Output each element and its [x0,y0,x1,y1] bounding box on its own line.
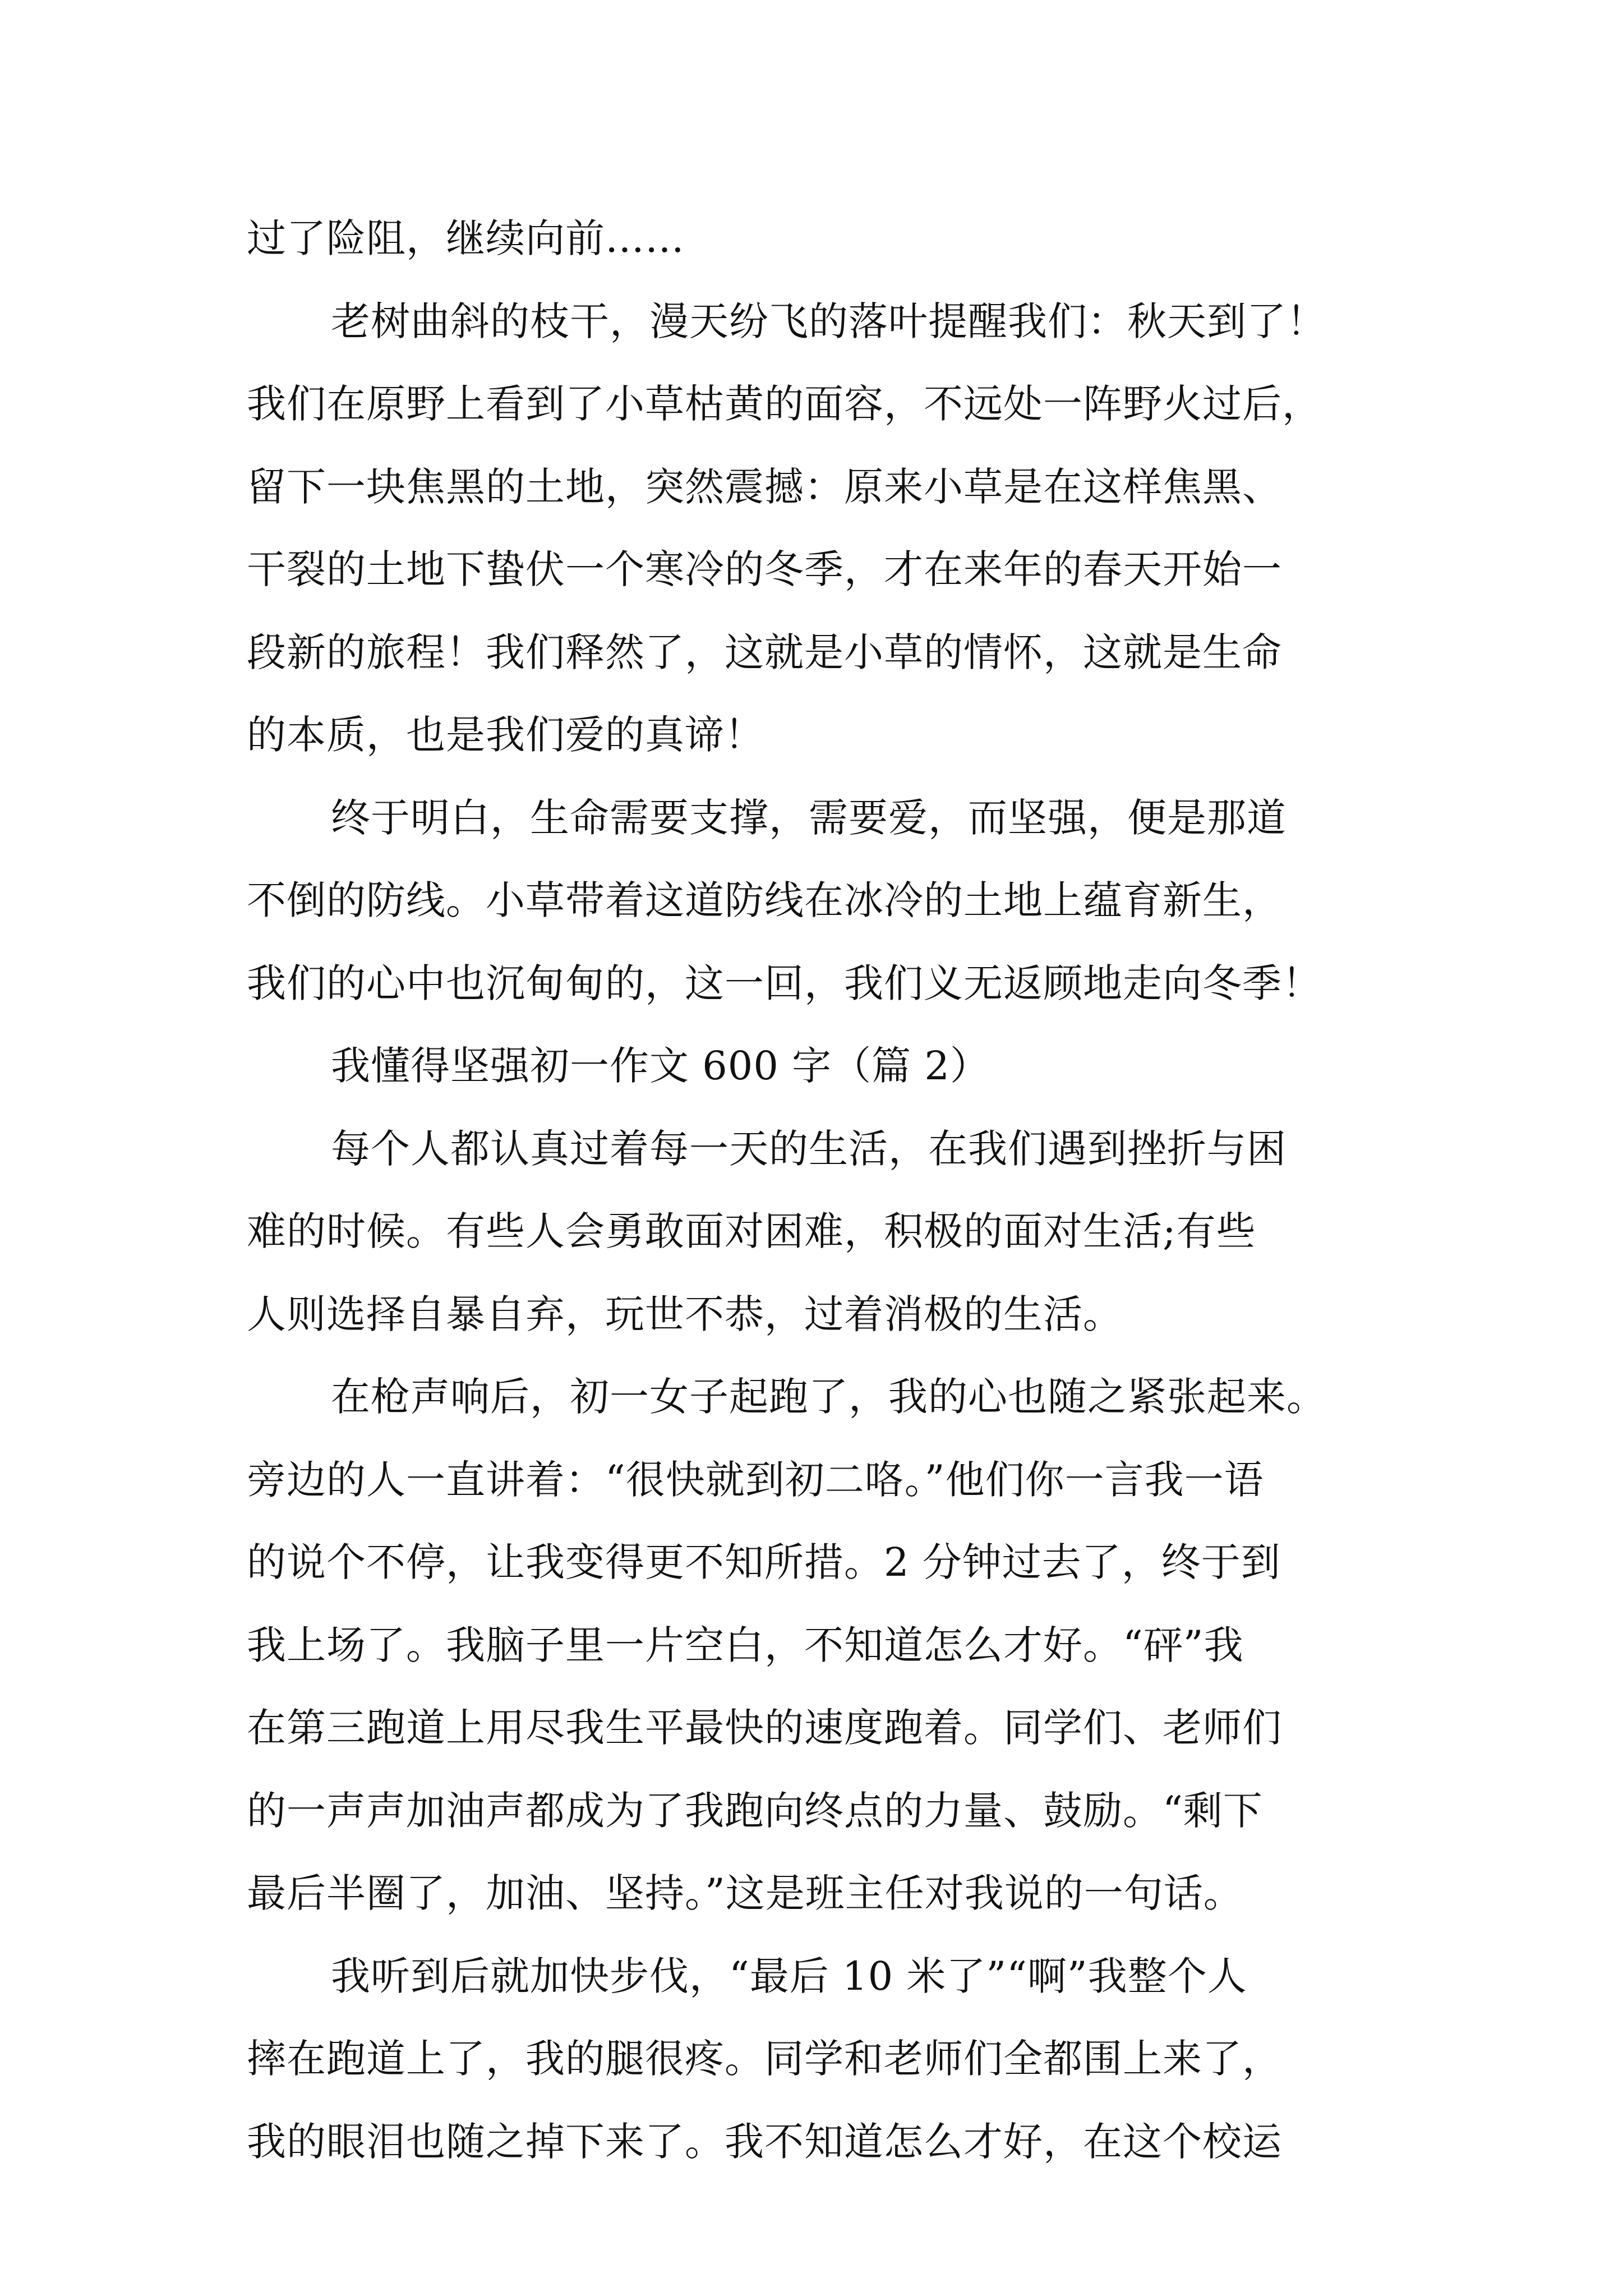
text-line: 干裂的土地下蛰伏一个寒冷的冬季，才在来年的春天开始一 [247,546,1282,592]
text-line: 我听到后就加快步伐，“最后 10 米了”“啊”我整个人 [331,1953,1247,1999]
text-line: 人则选择自暴自弃，玩世不恭，过着消极的生活。 [247,1291,1123,1337]
text-line: 的说个不停，让我变得更不知所措。2 分钟过去了，终于到 [247,1539,1281,1585]
text-line: 段新的旅程！我们释然了，这就是小草的情怀，这就是生命 [247,629,1282,675]
text-line: 的一声声加油声都成为了我跑向终点的力量、鼓励。“剩下 [247,1788,1263,1834]
text-line: 我们在原野上看到了小草枯黄的面容，不远处一阵野火过后， [247,381,1322,427]
text-line: 留下一块焦黑的土地，突然震撼：原来小草是在这样焦黑、 [247,464,1282,510]
text-line: 我的眼泪也随之掉下来了。我不知道怎么才好，在这个校运 [247,2119,1282,2165]
text-line: 每个人都认真过着每一天的生活，在我们遇到挫折与困 [331,1126,1287,1172]
text-line: 我们的心中也沉甸甸的，这一回，我们义无返顾地走向冬季！ [247,960,1322,1006]
text-line: 不倒的防线。小草带着这道防线在冰冷的土地上蕴育新生， [247,877,1282,923]
text-line: 终于明白，生命需要支撑，需要爱，而坚强，便是那道 [331,795,1287,841]
text-line: 最后半圈了，加油、坚持。”这是班主任对我说的一句话。 [247,1870,1243,1916]
text-line: 老树曲斜的枝干，漫天纷飞的落叶提醒我们：秋天到了！ [331,298,1326,344]
section-heading: 我懂得坚强初一作文 600 字（篇 2） [331,1043,990,1089]
text-line: 的本质，也是我们爱的真谛！ [247,712,764,758]
text-line: 在枪声响后，初一女子起跑了，我的心也随之紧张起来。 [331,1374,1326,1420]
text-line: 摔在跑道上了，我的腿很疼。同学和老师们全都围上来了， [247,2036,1282,2082]
text-line: 过了险阻，继续向前…… [247,215,685,261]
text-line: 难的时候。有些人会勇敢面对困难，积极的面对生活;有些 [247,1208,1256,1254]
text-line: 旁边的人一直讲着：“很快就到初二咯。”他们你一言我一语 [247,1457,1264,1503]
text-line: 我上场了。我脑子里一片空白，不知道怎么才好。“砰”我 [247,1622,1244,1668]
text-line: 在第三跑道上用尽我生平最快的速度跑着。同学们、老师们 [247,1705,1282,1751]
